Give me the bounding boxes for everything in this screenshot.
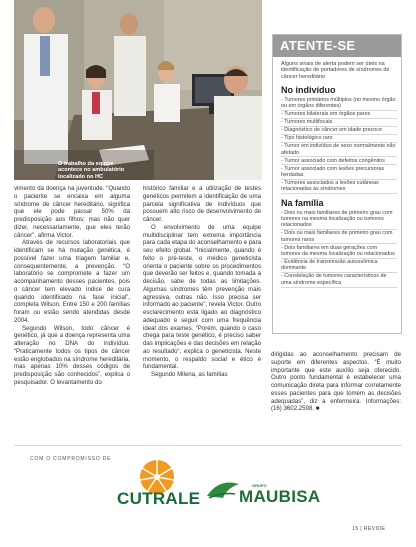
maubisa-leaf-icon	[205, 478, 241, 502]
sidebar-intro: Alguns sinais de alerta podem ser úteis na identificação de portadores de síndromes de câncer hereditário	[281, 61, 390, 80]
list-item: - Tumores bilaterais em órgãos pares	[281, 111, 397, 119]
list-item: - Tumor associado com lesões precursoras herdadas	[281, 165, 397, 179]
list-item: - Tumor associado com defeitos congênitos	[281, 157, 397, 165]
list-item: - Tipo histológico raro	[281, 135, 397, 143]
list-item: - Diagnóstico de câncer em idade precoce	[281, 127, 397, 135]
family-heading: Na família	[281, 198, 324, 209]
article-paragraph: Segundo Milena, as famílias	[151, 371, 228, 378]
photo-caption: O trabalho da equipe acontece no ambulatório localizado no HC	[58, 161, 125, 180]
team-photo	[14, 0, 262, 180]
maubisa-logo-text: MAUBISA	[239, 487, 321, 506]
article-paragraph: dirigidas ao aconselhamento precisam de suporte em diferentes aspectos. “É muito importante que este auxílio seja oferecido. Outro ponto fundamental é estabelecer uma comunicação direta para informar corretamente esses pacientes para que tomem as decisões adequadas”, diz a enfermeira. Informações: (16) 3602.2598. ■	[271, 351, 401, 413]
individual-heading: No indivíduo	[281, 85, 336, 96]
article-column-2	[143, 185, 261, 379]
sidebar-body	[281, 61, 397, 288]
list-item: - Constelação de tumores característicos de uma síndrome específica	[281, 273, 397, 287]
list-item: - Dois ou mais familiares de primeiro grau com tumores raros	[281, 230, 397, 244]
article-paragraph: Através de recursos laboratoriais que identificam se há mutação genética, é possível fazer uma triagem familiar e, consequentemente, a prevenção. “O laboratório se compromete a fazer um acompanhamento desses pacientes, pois o câncer tem elevado índice de cura quando identificado na fase inicial”, completa Wilson. Entre 150 e 200 famílias foram ou estão sendo atendidas desde 2004.	[14, 239, 130, 324]
article-column-1	[14, 185, 130, 387]
team-photo-illustration	[14, 0, 262, 180]
list-item: - Tumores associados a lesões cutâneas relacionadas às síndromes	[281, 180, 397, 194]
list-item: - Dois ou mais familiares de primeiro grau com tumores na mesma localização ou tumores relacionados	[281, 209, 397, 230]
list-item: - Evidência de transmissão autossômica dominante	[281, 259, 397, 273]
article-paragraph: O envolvimento de uma equipe multidisciplinar tem extrema importância para cada etapa do aconselhamento e para seu efeito global. “Inicialmente, quando é feito o pré-teste, o médico geneticista orienta o paciente sobre os procedimentos que deverão ser feitos e, quando tomada a decisão, sabe de todas as limitações. Algumas síndromes têm prevenção mais agressiva, outras não. Isso precisa ser informado ao paciente”, revela Victor. Outro esclarecimento está ligado ao diagnóstico adequado e seguir com uma frequência ideal dos exames. “Porém, quando o caso chega para teste genético, é preciso saber das implicações e das decisões em relação ao resultado”, explica o geneticista. Neste momento, o respaldo social e ético é fundamental.	[143, 223, 261, 371]
article-paragraph: histórico familiar e a utilização de testes genéticos permitem a identificação de uma parcela significativa de indivíduos que possuem alto risco de desenvolvimento de câncer.	[143, 185, 261, 223]
article-paragraph: Segundo Wilson, todo câncer é genético, já que a doença representa uma alteração no DNA do indivíduo. “Praticamente todos os tipos de câncer estão englobados na síndrome hereditária, mas apenas 10% desses códigos de predisposição são conhecidos”, explica o pesquisador. O levantamento do	[14, 324, 130, 386]
divider	[14, 445, 402, 446]
maubisa-group-label: GRUPO	[252, 483, 267, 488]
article-paragraph: vimento da doença na juventude. “Quando o paciente se encaixa em alguma síndrome de câncer hereditário, significa que ele pode passar 50% da predisposição aos filhos; mas não quer dizer, necessariamente, que eles terão câncer”, afirma Victor.	[14, 185, 130, 239]
list-item: - Tumores multifocais	[281, 119, 397, 127]
article-column-3	[271, 351, 401, 413]
warning-signs-box	[272, 34, 402, 334]
individual-signs-list	[281, 96, 397, 194]
list-item: - Tumores primários múltiplos (no mesmo órgão ou em órgãos diferentes)	[281, 96, 396, 109]
sponsor-label: COM O COMPROMISSO DE	[30, 456, 112, 462]
list-item: - Tumor em indivíduo de sexo normalmente não afetado	[281, 143, 396, 156]
sidebar-title: ATENTE-SE	[273, 35, 401, 57]
family-signs-list	[281, 209, 397, 287]
list-item: - Dois familiares em duas gerações com tumores da mesma localização ou relacionados	[281, 244, 397, 258]
page-footer: 15 | REVIDE	[352, 526, 386, 532]
cutrale-logo-text: CUTRALE	[117, 489, 201, 508]
